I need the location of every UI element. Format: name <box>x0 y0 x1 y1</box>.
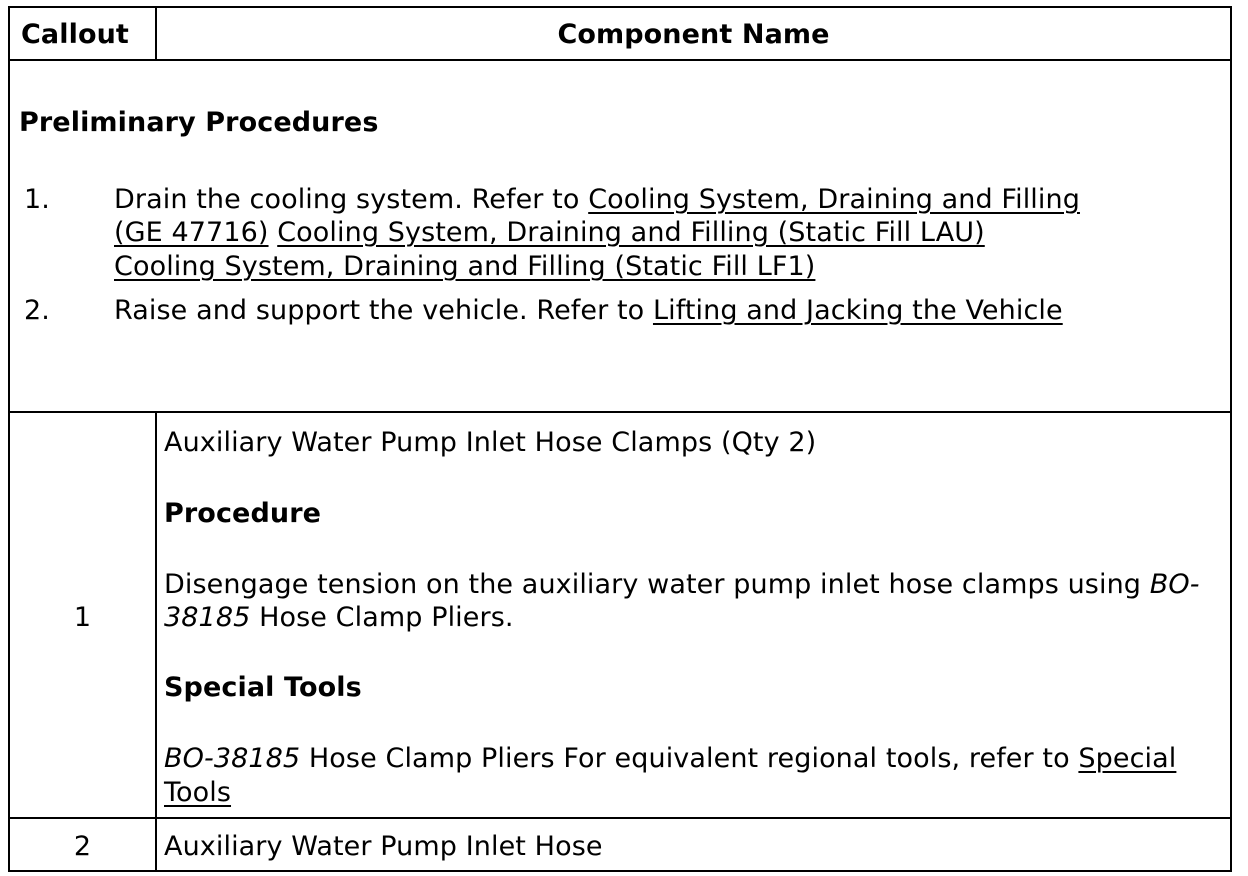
link-special-tools-continued[interactable]: Tools <box>164 777 232 808</box>
step-number: 1. <box>24 184 50 215</box>
link-static-fill-lf1[interactable]: Cooling System, Draining and Filling (Static Fill LF1) <box>114 251 816 282</box>
procedure-text: Hose Clamp Pliers. <box>259 602 514 633</box>
step-text: Drain the cooling system. Refer to <box>114 184 580 215</box>
link-lifting-jacking-vehicle[interactable]: Lifting and Jacking the Vehicle <box>652 295 1063 326</box>
row-2-component-name: Auxiliary Water Pump Inlet Hose <box>164 831 603 862</box>
step-1-line-3 <box>114 250 815 283</box>
preliminary-divider <box>10 411 1230 413</box>
row-divider <box>10 817 1230 819</box>
special-tools-line-2 <box>164 776 231 809</box>
header-divider <box>10 59 1230 61</box>
component-table <box>8 6 1232 872</box>
step-1-line-2 <box>114 216 985 249</box>
tool-id: BO-38185 <box>164 743 301 774</box>
special-tools-text: Hose Clamp Pliers For equivalent regional tools, refer to <box>308 743 1070 774</box>
step-1-line-1 <box>114 183 1080 216</box>
header-callout: Callout <box>21 19 129 50</box>
row-2-callout: 2 <box>73 831 92 862</box>
preliminary-heading: Preliminary Procedures <box>19 107 379 138</box>
link-ge-47716[interactable]: (GE 47716) <box>114 217 269 248</box>
body-column-divider <box>155 411 157 870</box>
step-number: 2. <box>24 295 50 326</box>
special-tools-line-1 <box>164 742 1176 775</box>
link-static-fill-lau[interactable]: Cooling System, Draining and Filling (Static Fill LAU) <box>277 217 985 248</box>
procedure-text: Disengage tension on the auxiliary water pump inlet hose clamps using <box>164 569 1142 600</box>
row-1-callout: 1 <box>73 602 92 633</box>
procedure-line-2 <box>164 601 514 634</box>
link-cooling-system-draining-filling[interactable]: Cooling System, Draining and Filling <box>588 184 1080 215</box>
step-text: Raise and support the vehicle. Refer to <box>114 295 645 326</box>
row-1-component-name: Auxiliary Water Pump Inlet Hose Clamps (Qty 2) <box>164 427 817 458</box>
tool-id: 38185 <box>164 602 251 633</box>
step-2-line <box>114 294 1063 327</box>
procedure-line-1 <box>164 568 1200 601</box>
tool-id: BO- <box>1149 569 1200 600</box>
header-component-name: Component Name <box>557 19 830 50</box>
link-special-tools[interactable]: Special <box>1078 743 1177 774</box>
special-tools-heading: Special Tools <box>164 672 362 703</box>
procedure-heading: Procedure <box>164 498 322 529</box>
